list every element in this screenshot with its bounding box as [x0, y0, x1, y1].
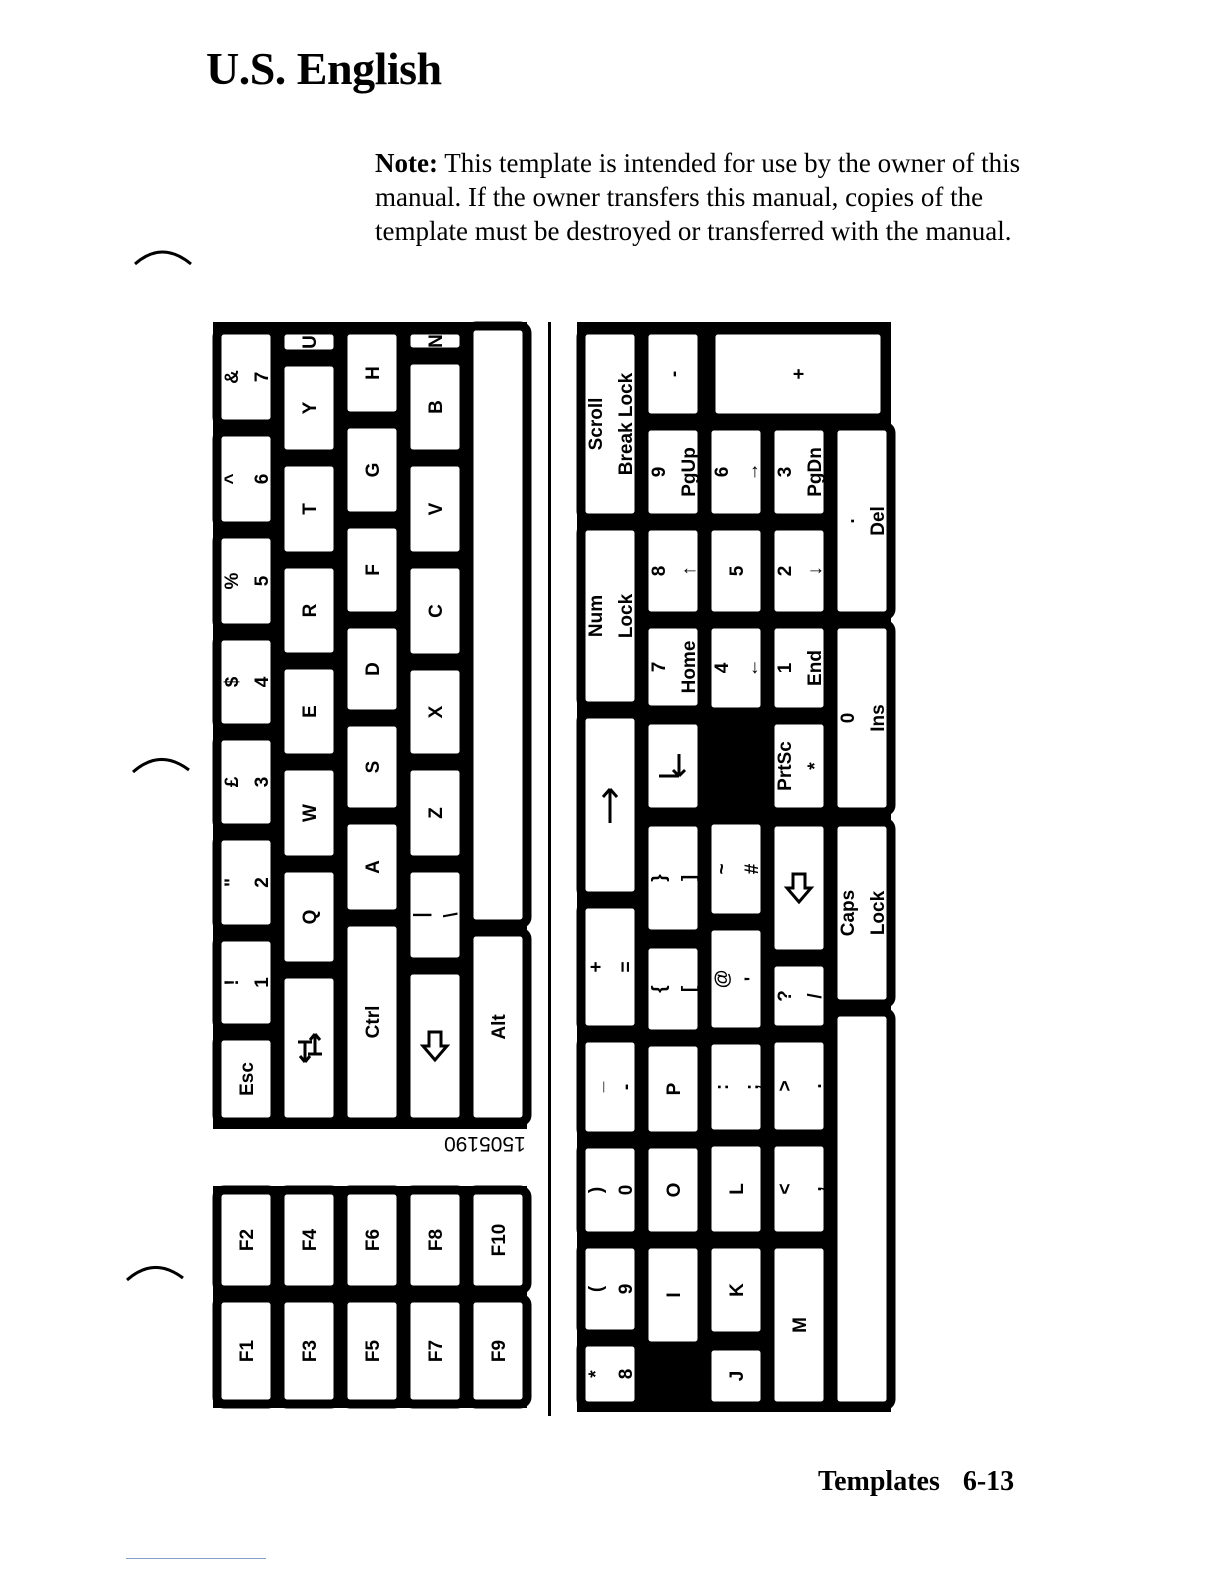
key-rshift	[770, 822, 828, 954]
key-legend-line: ←	[742, 658, 763, 678]
key-f9	[469, 1298, 527, 1404]
key-h	[343, 330, 401, 416]
key-p	[644, 1042, 702, 1136]
key-legend-line: K	[727, 1283, 748, 1297]
key-legend-line: +	[586, 961, 607, 973]
key-legend-line: #	[742, 863, 763, 875]
key-legend-line: 3	[252, 776, 273, 788]
key-np3	[770, 426, 828, 518]
key-legend	[426, 705, 447, 718]
key-legend-line: 1	[252, 977, 273, 988]
key-legend	[727, 1371, 748, 1382]
key-legend-line: ~	[712, 863, 733, 875]
key-legend-line: [	[679, 985, 700, 993]
key-legend-line: ↑	[679, 566, 700, 576]
key-quote	[707, 926, 765, 1032]
key-legend	[664, 371, 685, 377]
key-legend-line: B	[426, 400, 447, 414]
key-legend-line: Lock	[616, 593, 637, 639]
key-enter	[644, 720, 702, 812]
key-n	[406, 330, 464, 352]
key-legend-line: :	[712, 1083, 733, 1091]
key-legend-line: J	[727, 1370, 748, 1382]
key-legend-line: 9	[649, 466, 670, 478]
key-legend	[664, 1183, 685, 1198]
key-np6	[707, 426, 765, 518]
key-f6	[343, 1190, 401, 1290]
key-npplus-wide	[711, 330, 885, 418]
key-legend	[363, 860, 384, 874]
key-legend-line: ]	[679, 874, 700, 882]
key-4	[217, 636, 275, 728]
key-space-bar	[469, 326, 527, 924]
key-legend-line: PrtSc	[775, 741, 796, 791]
key-legend	[489, 1014, 510, 1040]
key-legend-line: E	[300, 705, 321, 718]
key-legend-line: )	[586, 1186, 607, 1194]
key-legend-line: {	[649, 985, 670, 993]
key-w	[280, 766, 338, 860]
key-legend-line: 7	[252, 371, 273, 383]
key-legend-line: *	[586, 1370, 607, 1378]
key-o	[644, 1144, 702, 1236]
key-scrolllock	[581, 330, 639, 518]
key-npminus	[644, 330, 702, 418]
key-np8	[644, 526, 702, 616]
key-f3	[280, 1298, 338, 1404]
key-semicolon	[707, 1040, 765, 1134]
key-k	[707, 1244, 765, 1336]
key-alt	[469, 932, 527, 1122]
key-right-edge-blank	[833, 1012, 891, 1406]
key-backspace	[581, 714, 639, 896]
key-esc	[217, 1036, 275, 1122]
key-legend	[363, 1006, 384, 1039]
key-legend-line: T	[300, 503, 321, 515]
key-j	[707, 1346, 765, 1406]
key-legend	[363, 564, 384, 576]
key-legend-line: !	[222, 979, 243, 986]
key-legend-line: F	[363, 564, 384, 576]
key-legend-line: =	[616, 961, 637, 973]
page-title: U.S. English	[206, 43, 442, 94]
key-y	[280, 362, 338, 454]
key-f5	[343, 1298, 401, 1404]
key-f2	[217, 1190, 275, 1290]
key-legend-line: 5	[252, 575, 273, 587]
key-legend	[426, 502, 447, 515]
key-legend	[300, 910, 321, 925]
key-legend-line: F6	[363, 1228, 384, 1252]
key-legend-line: Ins	[868, 704, 889, 732]
key-legend-line: _	[586, 1081, 607, 1093]
key-legend-line: M	[790, 1317, 811, 1333]
key-legend	[237, 1339, 258, 1362]
key-legend-line: £	[222, 776, 243, 788]
key-legend-line: ;	[742, 1083, 763, 1091]
key-legend	[426, 604, 447, 618]
key-f8	[406, 1190, 464, 1290]
key-legend	[489, 1340, 510, 1362]
key-np7	[644, 624, 702, 710]
key-legend-line: +	[789, 368, 810, 380]
key-legend-line: Alt	[489, 1014, 510, 1040]
key-f7	[406, 1298, 464, 1404]
key-legend	[727, 565, 748, 576]
key-legend-line: F9	[489, 1339, 510, 1363]
key-npdot	[833, 426, 891, 616]
key-outline	[280, 974, 338, 1122]
key-legend	[300, 804, 321, 822]
key-f10	[469, 1190, 527, 1290]
key-legend-line: 4	[252, 676, 273, 688]
key-8r	[581, 1342, 639, 1406]
key-capslock	[833, 822, 891, 1004]
key-hash	[707, 820, 765, 918]
key-legend	[363, 761, 384, 774]
key-5	[217, 534, 275, 628]
key-legend-line: Lock	[868, 890, 889, 936]
key-legend-line: >	[775, 1080, 796, 1092]
key-equals	[581, 904, 639, 1030]
key-legend-line: &	[222, 370, 243, 384]
key-legend-line: F10	[489, 1223, 510, 1257]
key-legend	[300, 705, 321, 718]
key-6	[217, 432, 275, 526]
key-legend-line: End	[805, 650, 826, 686]
key-legend	[237, 1229, 258, 1251]
key-legend-line: 7	[649, 661, 670, 673]
key-legend-line: P	[664, 1082, 685, 1096]
key-legend-line: C	[426, 604, 447, 618]
note-text: This template is intended for use by the owner of this manual. If the owner transfers this manual, copies of the template must be destroyed or transferred with the manual.	[375, 148, 1021, 246]
key-legend-line: →	[742, 462, 763, 482]
key-legend-line: -	[616, 1083, 637, 1091]
key-legend-line: 3	[775, 466, 796, 478]
key-legend-line: Ctrl	[363, 1005, 384, 1039]
key-legend-line: ↓	[805, 566, 826, 576]
key-legend-line: F2	[237, 1228, 258, 1252]
key-legend-line: 2	[252, 877, 273, 888]
key-legend-line: Y	[300, 401, 321, 415]
key-legend-line: .	[805, 1083, 826, 1089]
key-outline	[469, 326, 527, 924]
key-legend-line: O	[664, 1182, 685, 1198]
key-prtsc	[770, 720, 828, 812]
key-legend-line: 5	[727, 565, 748, 577]
key-m	[770, 1244, 828, 1406]
key-legend	[363, 463, 384, 478]
key-ctrl	[343, 922, 401, 1122]
key-legend-line: 8	[649, 565, 670, 577]
key-legend	[300, 401, 321, 414]
key-legend-line: Num	[586, 594, 607, 638]
key-q	[280, 868, 338, 966]
key-f	[343, 524, 401, 616]
key-legend-line: A	[363, 860, 384, 874]
key-legend-line: 8	[616, 1368, 637, 1380]
footer-section: Templates	[818, 1466, 940, 1497]
key-legend-line: R	[300, 603, 321, 618]
key-legend-line: .	[838, 518, 859, 524]
key-legend-line: W	[300, 804, 321, 822]
key-legend	[489, 1224, 510, 1257]
key-legend-line: %	[222, 572, 243, 590]
key-legend	[727, 1183, 748, 1195]
key-9r	[581, 1244, 639, 1334]
key-slash	[770, 962, 828, 1030]
key-f1	[217, 1298, 275, 1404]
key-legend-line: G	[363, 462, 384, 478]
key-legend-line: "	[222, 877, 243, 888]
key-legend	[664, 1082, 685, 1095]
key-legend-line: 2	[775, 565, 796, 577]
key-outline	[644, 720, 702, 812]
key-legend-line: F8	[426, 1228, 447, 1252]
key-b	[406, 360, 464, 454]
key-legend-line: D	[363, 662, 384, 676]
key-legend	[300, 1228, 321, 1251]
key-legend-line: 6	[712, 466, 733, 478]
key-legend-line: }	[649, 874, 670, 882]
key-legend	[426, 334, 447, 348]
key-legend-line: '	[742, 976, 763, 982]
key-legend	[426, 1340, 447, 1362]
scan-artifact-line	[126, 1558, 266, 1559]
key-legend-line: Home	[679, 640, 700, 694]
key-g	[343, 424, 401, 516]
key-legend-line: Scroll	[586, 397, 607, 451]
key-legend-line: <	[775, 1183, 796, 1195]
key-legend-line: ^	[222, 473, 243, 485]
footer-page-number: 6-13	[962, 1466, 1015, 1497]
key-legend	[300, 335, 321, 349]
key-l	[707, 1142, 765, 1236]
key-legend-line: F3	[300, 1339, 321, 1363]
key-legend-line: L	[727, 1183, 748, 1195]
key-np4	[707, 624, 765, 712]
key-legend-line: ?	[775, 990, 796, 1002]
key-3	[217, 736, 275, 828]
key-rbracket	[644, 822, 702, 934]
key-numlock	[581, 526, 639, 706]
key-legend	[426, 400, 447, 414]
key-legend	[727, 1283, 748, 1297]
key-e	[280, 665, 338, 758]
key-legend	[363, 1339, 384, 1362]
key-legend-line: Break Lock	[616, 372, 637, 476]
key-legend-line: X	[426, 705, 447, 719]
key-legend	[426, 807, 447, 819]
key-legend-line: |	[411, 912, 432, 918]
key-legend-line: F5	[363, 1339, 384, 1363]
key-c	[406, 564, 464, 658]
key-legend-line: PgDn	[805, 447, 826, 497]
key-legend-line: $	[222, 676, 243, 688]
key-period	[770, 1038, 828, 1134]
key-np2	[770, 526, 828, 616]
key-legend-line: 4	[712, 662, 733, 674]
key-a	[343, 820, 401, 914]
key-minus	[581, 1038, 639, 1136]
key-lbracket	[644, 944, 702, 1034]
key-z	[406, 766, 464, 860]
key-legend-line: I	[664, 1292, 685, 1298]
key-legend-line: @	[712, 969, 733, 989]
key-legend-line: /	[805, 993, 826, 999]
key-backslash	[406, 868, 464, 962]
key-legend-line: U	[300, 335, 321, 349]
key-legend-line: V	[426, 502, 447, 516]
key-v	[406, 462, 464, 556]
key-legend-line: \	[441, 912, 462, 918]
key-legend	[363, 662, 384, 676]
key-lshift	[406, 970, 464, 1122]
page-footer	[818, 1466, 1014, 1498]
key-legend-line: 1	[775, 662, 796, 674]
key-legend-line: Q	[300, 909, 321, 925]
key-x	[406, 666, 464, 758]
key-s	[343, 722, 401, 812]
key-legend	[363, 1229, 384, 1251]
key-np0	[833, 624, 891, 812]
key-comma	[770, 1142, 828, 1236]
key-np5	[707, 526, 765, 616]
key-f4	[280, 1190, 338, 1290]
note-label: Note:	[375, 148, 438, 178]
key-i	[644, 1244, 702, 1346]
function-key-block	[213, 1186, 527, 1408]
main-key-block	[213, 322, 527, 1129]
key-legend	[363, 366, 384, 380]
key-legend	[300, 1340, 321, 1362]
key-legend-line: S	[363, 760, 384, 774]
key-np9	[644, 426, 702, 518]
key-legend	[790, 1317, 811, 1333]
key-legend-line: F7	[426, 1339, 447, 1363]
key-legend-line: N	[426, 334, 447, 348]
key-legend	[237, 1062, 258, 1096]
key-legend-line: 0	[616, 1184, 637, 1196]
key-1	[217, 937, 275, 1028]
key-r	[280, 564, 338, 657]
key-u	[280, 330, 338, 354]
key-legend-line: ,	[805, 1186, 826, 1192]
key-legend-line: H	[363, 366, 384, 380]
key-legend-line: *	[805, 762, 826, 770]
key-legend-line: Caps	[838, 889, 859, 937]
key-legend-line: Z	[426, 807, 447, 819]
key-2	[217, 836, 275, 929]
key-legend-line: PgUp	[679, 447, 700, 497]
key-7	[217, 330, 275, 424]
key-legend	[426, 1229, 447, 1251]
catalog-number: 1505190	[444, 1132, 526, 1155]
key-0r	[581, 1144, 639, 1236]
key-d	[343, 624, 401, 714]
key-t	[280, 462, 338, 556]
key-legend-line: Esc	[237, 1062, 258, 1096]
key-legend-line: 6	[252, 473, 273, 485]
key-legend	[300, 603, 321, 617]
key-legend-line: F4	[300, 1228, 321, 1252]
key-legend-line: (	[586, 1285, 607, 1293]
key-legend	[664, 1292, 685, 1297]
key-legend-line: F1	[237, 1339, 258, 1363]
key-legend-line: -	[664, 370, 685, 378]
right-key-block	[577, 322, 891, 1412]
key-legend-line: 0	[838, 712, 859, 724]
key-legend-line: Del	[868, 506, 889, 536]
key-outline	[833, 1012, 891, 1406]
key-legend	[789, 368, 810, 379]
key-tab	[280, 974, 338, 1122]
key-legend	[300, 503, 321, 515]
key-np1	[770, 624, 828, 712]
key-legend-line: 9	[616, 1283, 637, 1295]
